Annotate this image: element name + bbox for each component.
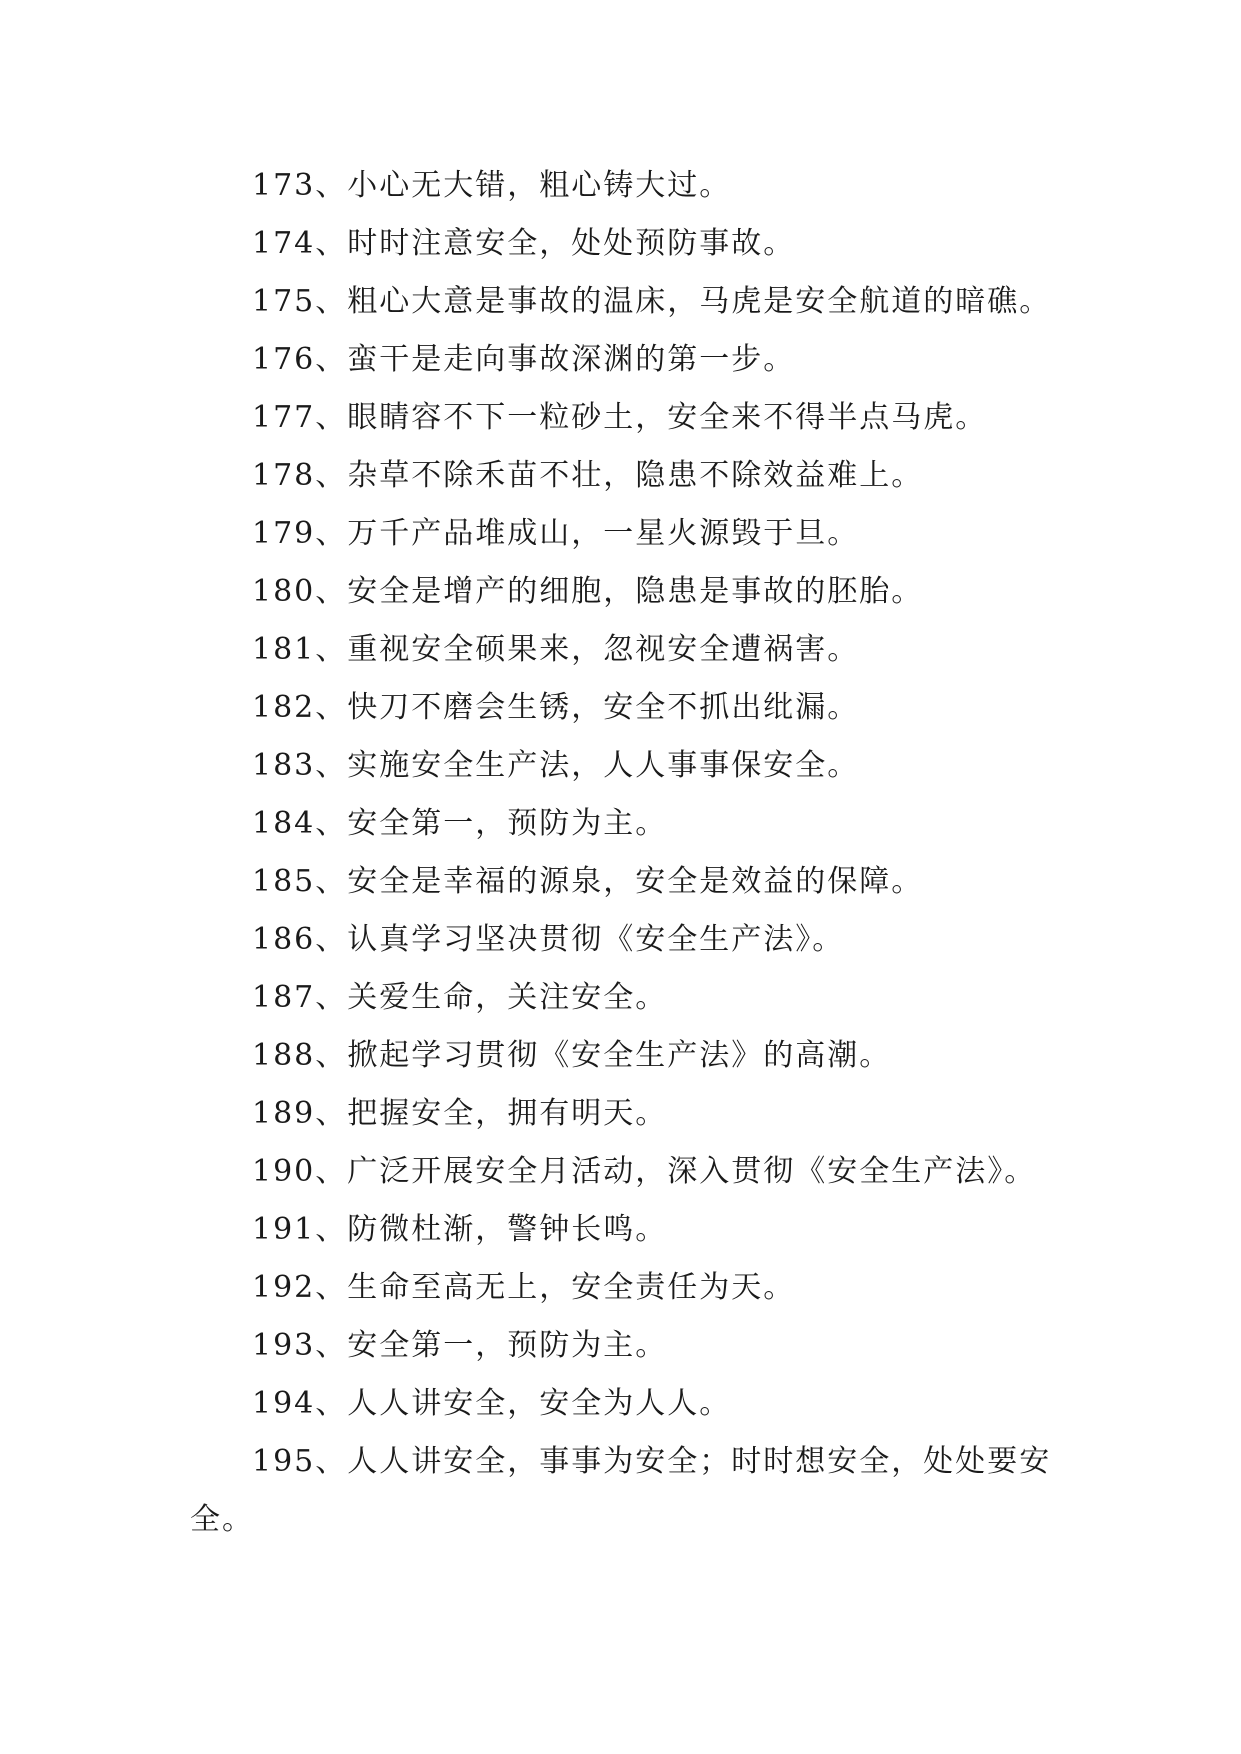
slogan-line: 178、杂草不除禾苗不壮，隐患不除效益难上。: [252, 458, 924, 493]
slogan-line: 176、蛮干是走向事故深渊的第一步。: [252, 342, 796, 377]
slogan-line: 190、广泛开展安全月活动，深入贯彻《安全生产法》。: [252, 1154, 1037, 1189]
slogan-line: 194、人人讲安全，安全为人人。: [252, 1386, 732, 1421]
slogan-line: 175、粗心大意是事故的温床，马虎是安全航道的暗礁。: [252, 284, 1052, 319]
slogan-line: 173、小心无大错，粗心铸大过。: [252, 168, 732, 203]
slogan-line: 192、生命至高无上，安全责任为天。: [252, 1270, 796, 1305]
slogan-line: 191、防微杜渐，警钟长鸣。: [252, 1212, 668, 1247]
slogan-line: 184、安全第一，预防为主。: [252, 806, 668, 841]
slogan-line: 174、时时注意安全，处处预防事故。: [252, 226, 796, 261]
slogan-line: 185、安全是幸福的源泉，安全是效益的保障。: [252, 864, 924, 899]
slogan-line: 188、掀起学习贯彻《安全生产法》的高潮。: [252, 1038, 892, 1073]
slogan-line: 181、重视安全硕果来，忽视安全遭祸害。: [252, 632, 860, 667]
slogan-line: 183、实施安全生产法，人人事事保安全。: [252, 748, 860, 783]
slogan-line: 177、眼睛容不下一粒砂土，安全来不得半点马虎。: [252, 400, 988, 435]
slogan-line: 182、快刀不磨会生锈，安全不抓出纰漏。: [252, 690, 860, 725]
slogan-line-wrapped: 195、人人讲安全，事事为安全；时时想安全，处处要安全。: [190, 1444, 1052, 1537]
slogan-line: 189、把握安全，拥有明天。: [252, 1096, 668, 1131]
slogan-line: 180、安全是增产的细胞，隐患是事故的胚胎。: [252, 574, 924, 609]
slogan-line: 186、认真学习坚决贯彻《安全生产法》。: [252, 922, 845, 957]
slogan-line: 187、关爱生命，关注安全。: [252, 980, 668, 1015]
slogan-line: 179、万千产品堆成山，一星火源毁于旦。: [252, 516, 860, 551]
slogan-line: 193、安全第一，预防为主。: [252, 1328, 668, 1363]
